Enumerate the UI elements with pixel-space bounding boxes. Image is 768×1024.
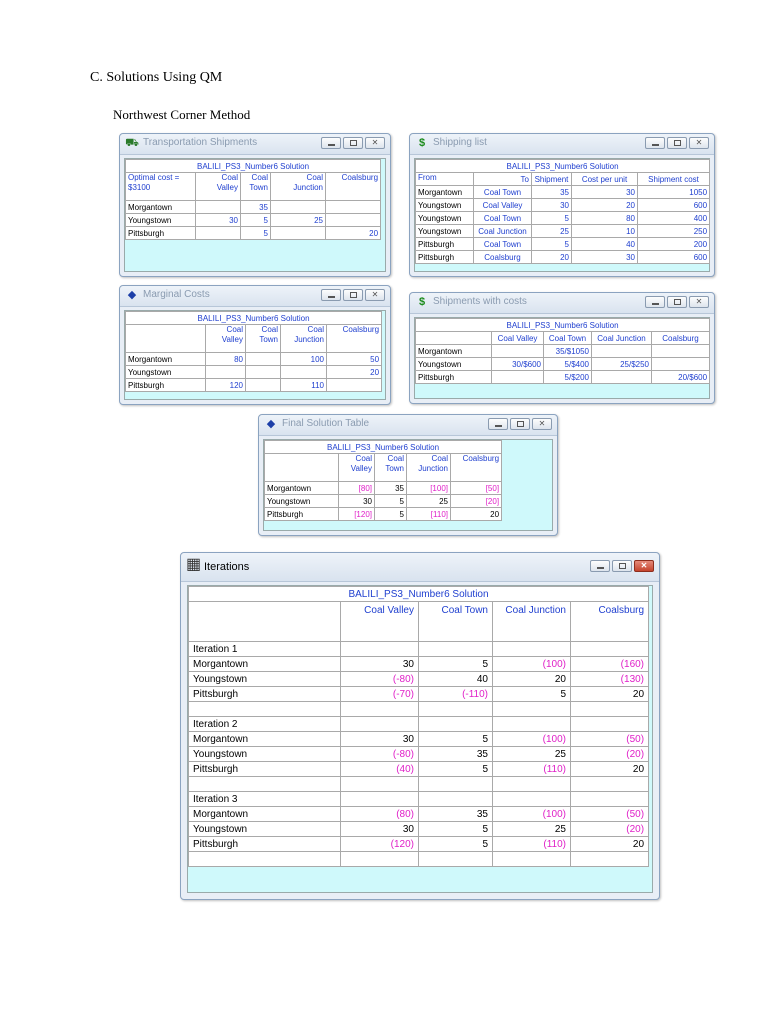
window-title: Final Solution Table [282, 418, 370, 429]
table-row[interactable]: Youngstown Coal Town 5 80 400 [416, 212, 710, 225]
column-header: Coalsburg [327, 325, 382, 353]
maximize-button[interactable] [343, 289, 363, 301]
window-content [414, 317, 710, 399]
column-header: Shipment [532, 173, 572, 186]
table-row[interactable]: Pittsburgh 120 110 [126, 379, 382, 392]
table-row[interactable]: Morgantown 35/$1050 [416, 345, 710, 358]
table-row[interactable]: Pittsburgh 5 20 [126, 227, 381, 240]
window-content [124, 158, 386, 272]
minimize-button[interactable] [590, 560, 610, 572]
window-titlebar[interactable] [410, 134, 714, 155]
window-content [263, 439, 553, 531]
column-header: Coal Junction [407, 454, 451, 482]
table-row[interactable]: Pittsburgh 5/$200 20/$600 [416, 371, 710, 384]
blank-row [189, 777, 649, 792]
final-solution-window[interactable] [258, 414, 558, 536]
iterations-table [188, 586, 649, 867]
minimize-button[interactable] [488, 418, 508, 430]
iteration-label-row[interactable]: Iteration 2 [189, 717, 649, 732]
truck-icon: ⛟ [125, 137, 139, 149]
blank-row [189, 852, 649, 867]
column-header: Coal Valley [341, 602, 419, 642]
column-header: Coal Town [241, 173, 271, 201]
column-header: Coal Valley [206, 325, 246, 353]
marginal-table [125, 311, 382, 392]
section-heading: C. Solutions Using QM [90, 70, 223, 85]
maximize-button[interactable] [510, 418, 530, 430]
grid-icon: ▦ [186, 556, 202, 573]
maximize-button[interactable] [667, 296, 687, 308]
column-header: Coal Junction [281, 325, 327, 353]
table-row[interactable]: Youngstown (-80) 40 20 (130) [189, 672, 649, 687]
table-row[interactable]: Morgantown (80) 35 (100) (50) [189, 807, 649, 822]
table-row[interactable]: Youngstown 30 5 25 (20) [189, 822, 649, 837]
maximize-button[interactable] [612, 560, 632, 572]
minimize-button[interactable] [645, 137, 665, 149]
table-row[interactable]: Pittsburgh [120] 5 [110] 20 [265, 508, 502, 521]
table-row[interactable]: Youngstown (-80) 35 25 (20) [189, 747, 649, 762]
window-titlebar[interactable] [120, 286, 390, 307]
table-row[interactable]: Morgantown 30 5 (100) (160) [189, 657, 649, 672]
column-header: Cost per unit [572, 173, 638, 186]
solution-title: BALILI_PS3_Number6 Solution [126, 160, 381, 173]
shipcost-table [415, 318, 710, 384]
window-title: Shipping list [433, 137, 487, 148]
column-header: Coal Town [375, 454, 407, 482]
table-row[interactable]: Morgantown 35 [126, 201, 381, 214]
shipping-list-window[interactable] [409, 133, 715, 277]
table-row[interactable]: Morgantown Coal Town 35 30 1050 [416, 186, 710, 199]
iteration-label-row[interactable]: Iteration 1 [189, 642, 649, 657]
column-header: Coalsburg [571, 602, 649, 642]
column-header: Coalsburg [652, 332, 710, 345]
iterations-window[interactable] [180, 552, 660, 900]
minimize-button[interactable] [321, 137, 341, 149]
column-header: To [474, 173, 532, 186]
solution-title: BALILI_PS3_Number6 Solution [416, 160, 710, 173]
window-titlebar[interactable] [410, 293, 714, 314]
close-button[interactable] [532, 418, 552, 430]
dollar-icon: $ [418, 296, 426, 308]
solution-title: BALILI_PS3_Number6 Solution [265, 441, 502, 454]
table-row[interactable]: Pittsburgh Coalsburg 20 30 600 [416, 251, 710, 264]
window-content [414, 158, 710, 272]
table-row[interactable]: Pittsburgh Coal Town 5 40 200 [416, 238, 710, 251]
optimal-cost-cell: Optimal cost = $3100 [126, 173, 196, 201]
solution-title: BALILI_PS3_Number6 Solution [126, 312, 382, 325]
window-title: Iterations [204, 561, 250, 573]
column-header: Coalsburg [451, 454, 502, 482]
shipping-table [415, 159, 710, 264]
column-header: Shipment cost [638, 173, 710, 186]
table-row[interactable]: Youngstown Coal Junction 25 10 250 [416, 225, 710, 238]
window-title: Shipments with costs [433, 296, 527, 307]
dollar-icon: $ [418, 137, 426, 149]
maximize-button[interactable] [343, 137, 363, 149]
column-header: Coal Junction [493, 602, 571, 642]
transportation-shipments-window[interactable] [119, 133, 391, 277]
column-header: Coal Valley [339, 454, 375, 482]
solution-title: BALILI_PS3_Number6 Solution [189, 587, 649, 602]
column-header: Coal Valley [492, 332, 544, 345]
column-header: Coal Town [544, 332, 592, 345]
column-header: Coal Valley [196, 173, 241, 201]
table-row[interactable]: Pittsburgh (-70) (-110) 5 20 [189, 687, 649, 702]
table-row[interactable]: Pittsburgh (120) 5 (110) 20 [189, 837, 649, 852]
column-header: Coalsburg [326, 173, 381, 201]
minimize-button[interactable] [321, 289, 341, 301]
table-row[interactable]: Youngstown 30 5 25 [126, 214, 381, 227]
final-table [264, 440, 502, 521]
transport-table [125, 159, 381, 240]
minimize-button[interactable] [645, 296, 665, 308]
table-row[interactable]: Youngstown Coal Valley 30 20 600 [416, 199, 710, 212]
table-row[interactable]: Youngstown 20 [126, 366, 382, 379]
marginal-costs-window[interactable] [119, 285, 391, 405]
window-title: Marginal Costs [143, 289, 210, 300]
table-row[interactable]: Youngstown 30/$600 5/$400 25/$250 [416, 358, 710, 371]
column-header: Coal Junction [592, 332, 652, 345]
method-subheading: Northwest Corner Method [113, 107, 251, 122]
window-titlebar[interactable] [259, 415, 557, 436]
table-row[interactable]: Morgantown 80 100 50 [126, 353, 382, 366]
close-button[interactable] [689, 137, 709, 149]
table-row[interactable]: Morgantown 30 5 (100) (50) [189, 732, 649, 747]
solution-title: BALILI_PS3_Number6 Solution [416, 319, 710, 332]
window-content [124, 310, 386, 400]
table-row[interactable]: Morgantown [80] 35 [100] [50] [265, 482, 502, 495]
column-header: Coal Town [419, 602, 493, 642]
column-header: Coal Junction [271, 173, 326, 201]
close-button[interactable] [634, 560, 654, 572]
diamond-icon: ◆ [127, 289, 137, 301]
column-header: Coal Town [246, 325, 281, 353]
iteration-label-row[interactable]: Iteration 3 [189, 792, 649, 807]
window-titlebar[interactable] [181, 553, 659, 582]
diamond-icon: ◆ [266, 418, 276, 430]
maximize-button[interactable] [667, 137, 687, 149]
table-row[interactable]: Pittsburgh (40) 5 (110) 20 [189, 762, 649, 777]
window-title: Transportation Shipments [143, 137, 258, 148]
close-button[interactable] [689, 296, 709, 308]
table-row[interactable]: Youngstown 30 5 25 [20] [265, 495, 502, 508]
column-header: From [416, 173, 474, 186]
close-button[interactable] [365, 137, 385, 149]
blank-row [189, 702, 649, 717]
close-button[interactable] [365, 289, 385, 301]
shipments-with-costs-window[interactable] [409, 292, 715, 404]
window-content [187, 585, 653, 893]
window-titlebar[interactable] [120, 134, 390, 155]
